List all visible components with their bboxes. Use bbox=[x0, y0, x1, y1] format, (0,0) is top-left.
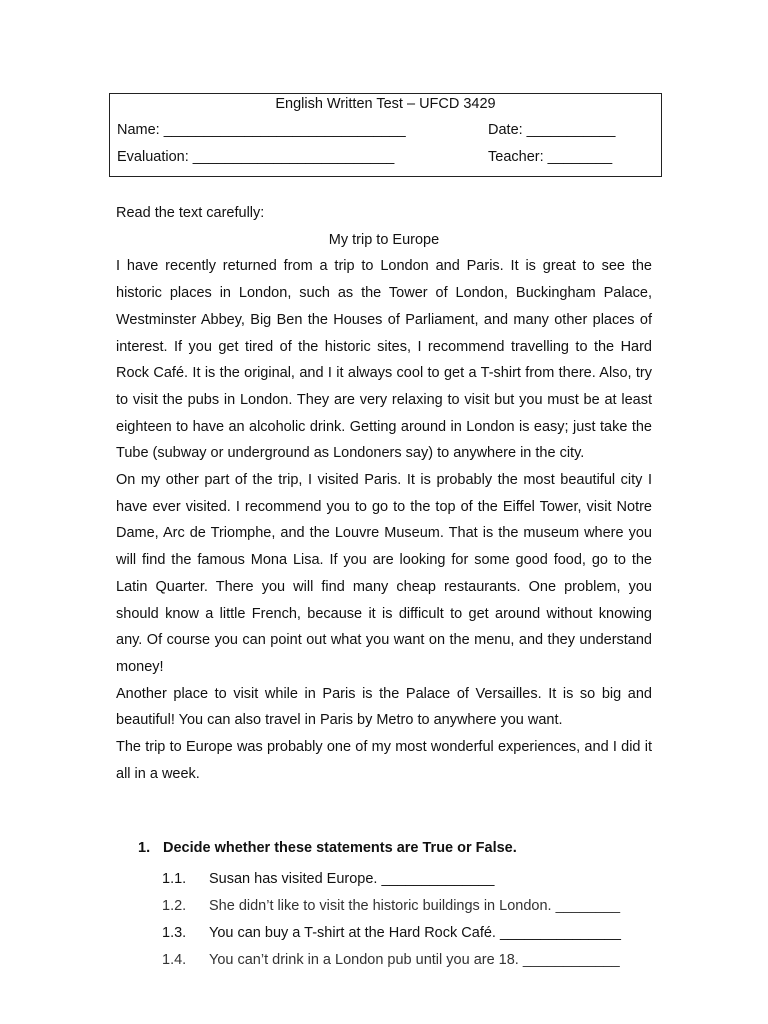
statement-text: You can’t drink in a London pub until you are 18. ____________ bbox=[209, 952, 620, 968]
story-paragraph: I have recently returned from a trip to London and Paris. It is great to see the historic places in London, such as the Tower of London, Buckingham Palace, Westminster Abbey, Big Ben the Houses of Parliament, and many other places of interest. If you get tired of the historic sites, I recommend travelling to the Hard Rock Café. It is the original, and I it always cool to get a T-shirt from there. Also, try to visit the pubs in London. They are very relaxing to visit but you must be at least eighteen to have an alcoholic drink. Getting around in London is easy; just take the Tube (subway or underground as Londoners say) to anywhere in the city. bbox=[116, 258, 652, 462]
question-heading bbox=[138, 840, 517, 856]
test-header-box bbox=[109, 93, 662, 177]
statement-number: 1.4. bbox=[162, 952, 187, 968]
statement-item bbox=[162, 952, 620, 968]
statement-text: She didn’t like to visit the historic buildings in London. ________ bbox=[209, 898, 621, 914]
evaluation-field-label: Evaluation: _________________________ bbox=[117, 149, 395, 165]
story-title: My trip to Europe bbox=[328, 231, 440, 248]
statement-text: Susan has visited Europe. ______________ bbox=[209, 871, 495, 887]
story-paragraph: Another place to visit while in Paris is the Palace of Versailles. It is so big and beautiful! You can also travel in Paris by Metro to anywhere you want. bbox=[116, 685, 652, 729]
name-field-label: Name: ______________________________ bbox=[117, 122, 406, 138]
statement-text: You can buy a T-shirt at the Hard Rock Café. _______________ bbox=[209, 925, 621, 941]
story-paragraph: The trip to Europe was probably one of my most wonderful experiences, and I did it all in a week. bbox=[116, 739, 652, 782]
test-title: English Written Test – UFCD 3429 bbox=[275, 96, 496, 112]
teacher-field-label: Teacher: ________ bbox=[488, 149, 613, 165]
question-heading-text: Decide whether these statements are True or False. bbox=[163, 840, 517, 856]
statement-item bbox=[162, 925, 621, 941]
question-number: 1. bbox=[138, 840, 151, 856]
statement-number: 1.3. bbox=[162, 925, 187, 941]
reading-section bbox=[116, 200, 652, 787]
statement-number: 1.1. bbox=[162, 871, 187, 887]
date-field-label: Date: ___________ bbox=[488, 122, 616, 138]
statement-item bbox=[162, 898, 620, 914]
statement-number: 1.2. bbox=[162, 898, 187, 914]
story-paragraph: On my other part of the trip, I visited Paris. It is probably the most beautiful city I have ever visited. I recommend you to go to the top of the Eiffel Tower, visit Notre Dame, Arc de Triomphe, and the Louvre Museum. That is the museum where you will find the famous Mona Lisa. If you are looking for some good food, go to the Latin Quarter. There you will find many cheap restaurants. One problem, you should know a little French, because it is difficult to get around without knowing any. Of course you can point out what you want on the menu, and they understand money! bbox=[116, 472, 652, 675]
statement-item bbox=[162, 871, 494, 887]
instruction-text: Read the text carefully: bbox=[116, 205, 265, 221]
